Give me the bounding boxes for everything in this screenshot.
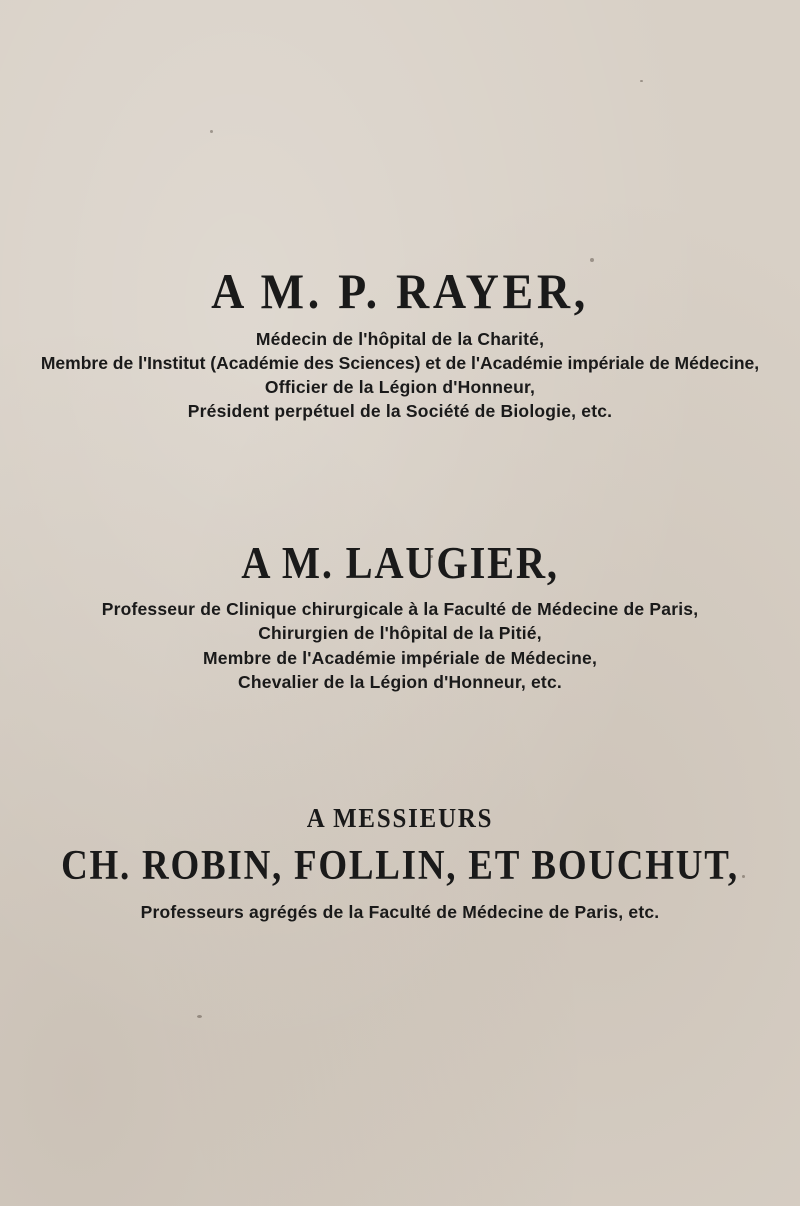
dedication-line: Chevalier de la Légion d'Honneur, etc. [238, 672, 562, 692]
paper-speck [197, 1015, 202, 1018]
dedication-line: Membre de l'Académie impériale de Médecine, [202, 648, 598, 668]
dedication-line: Chirurgien de l'hôpital de la Pitié, [258, 623, 542, 643]
dedication-heading-robin-follin-bouchut: CH. ROBIN, FOLLIN, ET BOUCHUT, [61, 843, 739, 889]
dedication-intro-messieurs: A MESSIEURS [306, 803, 494, 833]
dedication-line: Président perpétuel de la Société de Biologie, etc. [187, 401, 613, 421]
dedication-line: Officier de la Légion d'Honneur, [264, 377, 536, 397]
paper-speck [640, 80, 643, 82]
dedication-line: Médecin de l'hôpital de la Charité, [255, 329, 545, 349]
dedication-line: Professeur de Clinique chirurgicale à la Faculté de Médecine de Paris, [101, 599, 699, 619]
paper-speck [210, 130, 213, 133]
dedication-heading-rayer: A M. P. RAYER, [211, 263, 589, 319]
dedication-heading-laugier: A M. LAUGIER, [241, 537, 559, 588]
dedication-line: Professeurs agrégés de la Faculté de Médecine de Paris, etc. [140, 902, 660, 922]
dedication-line: Membre de l'Institut (Académie des Sciences) et de l'Académie impériale de Médecine, [40, 353, 760, 373]
